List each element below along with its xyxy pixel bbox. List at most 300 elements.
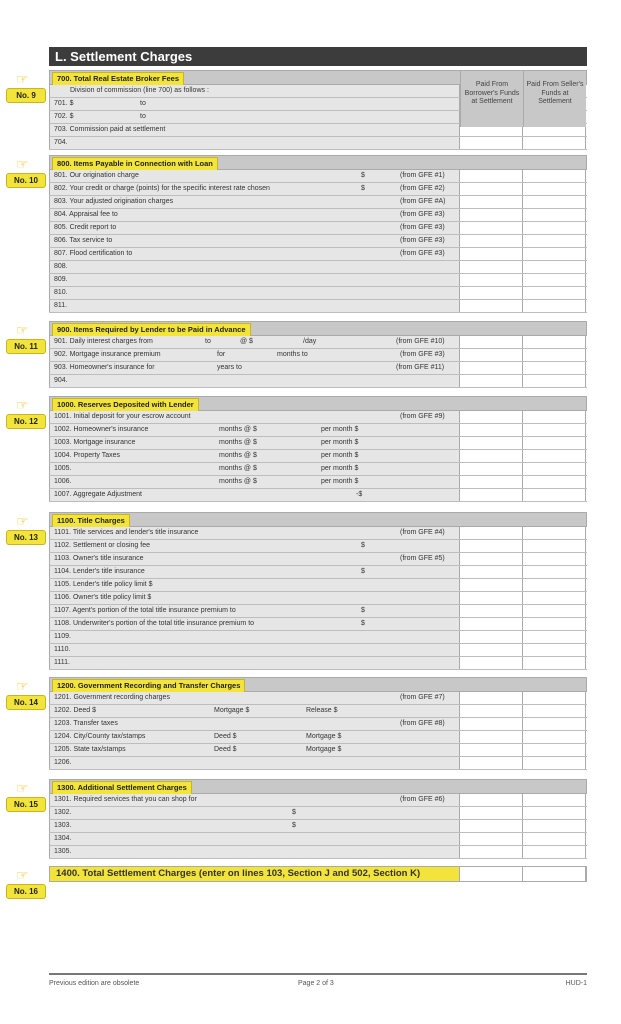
row-description — [49, 592, 460, 604]
seller-cell[interactable] — [523, 644, 586, 656]
row-description — [49, 287, 460, 299]
seller-cell[interactable] — [523, 300, 586, 312]
borrower-cell[interactable] — [460, 540, 523, 552]
table-row — [49, 605, 587, 618]
table-row — [49, 807, 587, 820]
row-text: (from GFE #8) — [400, 720, 445, 727]
seller-cell[interactable] — [523, 248, 586, 260]
borrower-cell[interactable] — [460, 349, 523, 361]
row-text: per month $ — [321, 465, 359, 472]
row-description — [49, 300, 460, 312]
row-description — [49, 411, 460, 423]
row-description — [49, 183, 460, 195]
step-badge: No. 10 — [6, 173, 46, 188]
row-text: (from GFE #2) — [400, 185, 445, 192]
table-row — [49, 718, 587, 731]
row-text: 1304. — [54, 835, 72, 842]
row-text: per month $ — [321, 439, 359, 446]
borrower-cell[interactable] — [460, 794, 523, 806]
row-text: per month $ — [321, 426, 359, 433]
row-text: months @ $ — [219, 452, 257, 459]
seller-cell[interactable] — [523, 605, 586, 617]
seller-cell[interactable] — [523, 336, 586, 348]
seller-cell[interactable] — [523, 170, 586, 182]
borrower-cell[interactable] — [460, 137, 523, 149]
seller-cell[interactable] — [523, 718, 586, 730]
borrower-cell[interactable] — [460, 833, 523, 845]
borrower-cell[interactable] — [460, 579, 523, 591]
seller-cell[interactable] — [523, 618, 586, 630]
row-description — [49, 757, 460, 769]
row-text: 903. Homeowner's insurance for — [54, 364, 155, 371]
table-row — [49, 731, 587, 744]
hand-pointing-icon: ☞ — [16, 397, 29, 413]
row-text: $ — [361, 542, 365, 549]
row-text: 808. — [54, 263, 68, 270]
table-row — [49, 248, 587, 261]
borrower-cell[interactable] — [460, 846, 523, 858]
section-header — [49, 321, 587, 336]
borrower-cell[interactable] — [460, 731, 523, 743]
row-text: 1106. Owner's title policy limit $ — [54, 594, 152, 601]
seller-cell[interactable] — [523, 833, 586, 845]
column-header: Paid From Borrower's Funds at Settlement — [460, 71, 523, 127]
row-text: 807. Flood certification to — [54, 250, 133, 257]
borrower-cell[interactable] — [460, 553, 523, 565]
row-description — [49, 692, 460, 704]
step-badge: No. 11 — [6, 339, 46, 354]
row-text: 809. — [54, 276, 68, 283]
row-description — [49, 794, 460, 806]
hand-pointing-icon: ☞ — [16, 322, 29, 338]
row-description — [49, 657, 460, 669]
row-description — [49, 820, 460, 832]
table-row — [49, 566, 587, 579]
row-description — [49, 336, 460, 348]
row-description — [49, 261, 460, 273]
seller-cell[interactable] — [523, 450, 586, 462]
section-header-label: 900. Items Required by Lender to be Paid in Advance — [52, 323, 251, 337]
row-description — [49, 605, 460, 617]
seller-cell[interactable] — [523, 820, 586, 832]
row-text: months @ $ — [219, 439, 257, 446]
row-text: 805. Credit report to — [54, 224, 117, 231]
section-1200 — [49, 677, 587, 770]
row-text: (from GFE #6) — [400, 796, 445, 803]
seller-cell[interactable] — [523, 261, 586, 273]
section-1100 — [49, 512, 587, 670]
borrower-cell[interactable] — [460, 605, 523, 617]
row-text: Mortgage $ — [214, 707, 250, 714]
row-text: $ — [292, 822, 296, 829]
row-text: 702. $ — [54, 113, 74, 120]
table-row — [49, 287, 587, 300]
row-text: 1110. — [54, 646, 71, 653]
seller-cell[interactable] — [523, 553, 586, 565]
borrower-cell[interactable] — [460, 820, 523, 832]
row-description — [49, 349, 460, 361]
row-text: (from GFE #3) — [400, 224, 445, 231]
row-text: 806. Tax service to — [54, 237, 113, 244]
step-badge: No. 9 — [6, 88, 46, 103]
seller-cell[interactable] — [523, 274, 586, 286]
row-text: 1201. Government recording charges — [54, 694, 170, 701]
hand-pointing-icon: ☞ — [16, 71, 29, 87]
row-text: 1003. Mortgage insurance — [54, 439, 136, 446]
section-header-label: 1300. Additional Settlement Charges — [52, 781, 192, 795]
seller-cell[interactable] — [523, 463, 586, 475]
row-text: for — [217, 351, 226, 358]
row-text: 904. — [54, 377, 68, 384]
borrower-cell[interactable] — [460, 867, 523, 881]
row-description — [49, 424, 460, 436]
borrower-cell[interactable] — [460, 196, 523, 208]
seller-cell[interactable] — [523, 657, 586, 669]
row-description — [49, 846, 460, 858]
borrower-cell[interactable] — [460, 527, 523, 539]
table-row — [49, 170, 587, 183]
table-row — [49, 336, 587, 349]
row-text: (from GFE #7) — [400, 694, 445, 701]
footer-center: Page 2 of 3 — [298, 980, 334, 987]
row-description — [49, 705, 460, 717]
row-description — [49, 744, 460, 756]
borrower-cell[interactable] — [460, 592, 523, 604]
row-description — [49, 85, 460, 97]
row-text: (from GFE #5) — [400, 555, 445, 562]
row-text: $ — [361, 568, 365, 575]
row-text: (from GFE #9) — [400, 413, 445, 420]
seller-cell[interactable] — [523, 476, 586, 488]
table-row — [49, 579, 587, 592]
borrower-cell[interactable] — [460, 336, 523, 348]
seller-cell[interactable] — [523, 209, 586, 221]
seller-cell[interactable] — [523, 349, 586, 361]
row-text: months @ $ — [219, 426, 257, 433]
step-badge: No. 15 — [6, 797, 46, 812]
row-text: 1303. — [54, 822, 72, 829]
row-text: 1105. Lender's title policy limit $ — [54, 581, 153, 588]
row-text: 1302. — [54, 809, 72, 816]
table-row — [49, 489, 587, 502]
row-description — [49, 489, 460, 501]
borrower-cell[interactable] — [460, 657, 523, 669]
table-row — [49, 833, 587, 846]
row-text: years to — [217, 364, 242, 371]
row-description — [49, 476, 460, 488]
row-text: 1107. Agent's portion of the total title insurance premium to — [54, 607, 236, 614]
table-row — [49, 450, 587, 463]
table-row — [49, 705, 587, 718]
seller-cell[interactable] — [523, 807, 586, 819]
row-text: (from GFE #A) — [400, 198, 446, 205]
table-row — [49, 618, 587, 631]
table-row — [49, 183, 587, 196]
borrower-cell[interactable] — [460, 437, 523, 449]
row-text: (from GFE #3) — [400, 250, 445, 257]
section-header — [49, 512, 587, 527]
seller-cell[interactable] — [523, 362, 586, 374]
row-description — [49, 375, 460, 387]
row-text: Mortgage $ — [306, 746, 342, 753]
row-description — [49, 124, 460, 136]
row-description — [49, 170, 460, 182]
table-row — [49, 424, 587, 437]
row-description — [49, 463, 460, 475]
seller-cell[interactable] — [523, 411, 586, 423]
row-text: $ — [361, 172, 365, 179]
table-row — [49, 692, 587, 705]
seller-cell[interactable] — [523, 137, 586, 149]
section-header-label: 1100. Title Charges — [52, 514, 130, 528]
table-row — [49, 476, 587, 489]
row-description — [49, 248, 460, 260]
row-text: Mortgage $ — [306, 733, 342, 740]
row-text: 810. — [54, 289, 68, 296]
borrower-cell[interactable] — [460, 375, 523, 387]
borrower-cell[interactable] — [460, 209, 523, 221]
section-header — [49, 396, 587, 411]
row-description — [49, 833, 460, 845]
borrower-cell[interactable] — [460, 692, 523, 704]
step-badge: No. 16 — [6, 884, 46, 899]
borrower-cell[interactable] — [460, 248, 523, 260]
seller-cell[interactable] — [523, 527, 586, 539]
seller-cell[interactable] — [523, 375, 586, 387]
table-row — [49, 540, 587, 553]
row-description — [49, 579, 460, 591]
seller-cell[interactable] — [523, 566, 586, 578]
borrower-cell[interactable] — [460, 644, 523, 656]
row-text: 703. Commission paid at settlement — [54, 126, 166, 133]
row-text: (from GFE #3) — [400, 351, 445, 358]
row-text: 1001. Initial deposit for your escrow account — [54, 413, 191, 420]
row-text: /day — [303, 338, 317, 345]
footer-right: HUD-1 — [565, 980, 587, 987]
section-1300 — [49, 779, 587, 859]
seller-cell[interactable] — [523, 424, 586, 436]
borrower-cell[interactable] — [460, 411, 523, 423]
row-text: 1005. — [54, 465, 72, 472]
table-row — [49, 300, 587, 313]
row-text: 1203. Transfer taxes — [54, 720, 118, 727]
seller-cell[interactable] — [523, 196, 586, 208]
seller-cell[interactable] — [523, 744, 586, 756]
row-text: -$ — [356, 491, 363, 498]
row-text: 803. Your adjusted origination charges — [54, 198, 174, 205]
table-row — [49, 375, 587, 388]
row-text: (from GFE #4) — [400, 529, 445, 536]
hand-pointing-icon: ☞ — [16, 867, 29, 883]
table-row — [49, 846, 587, 859]
borrower-cell[interactable] — [460, 170, 523, 182]
row-text: per month $ — [321, 452, 359, 459]
row-description — [49, 274, 460, 286]
row-text: 701. $ — [54, 100, 74, 107]
borrower-cell[interactable] — [460, 744, 523, 756]
borrower-cell[interactable] — [460, 807, 523, 819]
row-text: 1002. Homeowner's insurance — [54, 426, 149, 433]
row-text: 901. Daily interest charges from — [54, 338, 153, 345]
row-description — [49, 540, 460, 552]
row-text: 1004. Property Taxes — [54, 452, 121, 459]
seller-cell[interactable] — [523, 692, 586, 704]
row-description — [49, 362, 460, 374]
row-description — [49, 196, 460, 208]
borrower-cell[interactable] — [460, 222, 523, 234]
section-1000 — [49, 396, 587, 502]
row-text: @ $ — [240, 338, 253, 345]
row-description — [49, 222, 460, 234]
seller-cell[interactable] — [523, 489, 586, 501]
row-text: 811. — [54, 302, 68, 309]
borrower-cell[interactable] — [460, 261, 523, 273]
row-text: months @ $ — [219, 478, 257, 485]
seller-cell[interactable] — [523, 867, 586, 881]
row-description — [49, 631, 460, 643]
row-text: 1202. Deed $ — [54, 707, 97, 714]
row-description — [49, 644, 460, 656]
row-text: per month $ — [321, 478, 359, 485]
borrower-cell[interactable] — [460, 300, 523, 312]
seller-cell[interactable] — [523, 705, 586, 717]
borrower-cell[interactable] — [460, 618, 523, 630]
section-800 — [49, 155, 587, 313]
seller-cell[interactable] — [523, 731, 586, 743]
row-text: months @ $ — [219, 465, 257, 472]
row-text: 902. Mortgage insurance premium — [54, 351, 161, 358]
row-text: $ — [361, 185, 365, 192]
table-row — [49, 794, 587, 807]
seller-cell[interactable] — [523, 287, 586, 299]
table-row — [49, 196, 587, 209]
borrower-cell[interactable] — [460, 362, 523, 374]
table-row — [49, 657, 587, 670]
section-700 — [49, 70, 587, 150]
row-text: (from GFE #3) — [400, 237, 445, 244]
row-text: (from GFE #10) — [396, 338, 445, 345]
row-description — [49, 527, 460, 539]
row-text: Deed $ — [214, 733, 237, 740]
borrower-cell[interactable] — [460, 274, 523, 286]
borrower-cell[interactable] — [460, 705, 523, 717]
borrower-cell[interactable] — [460, 287, 523, 299]
row-text: $ — [361, 607, 365, 614]
table-row — [49, 274, 587, 287]
borrower-cell[interactable] — [460, 718, 523, 730]
row-text: 1108. Underwriter's portion of the total title insurance premium to — [54, 620, 255, 627]
table-row — [49, 757, 587, 770]
section-title: L. Settlement Charges — [49, 47, 587, 66]
row-text: months to — [277, 351, 308, 358]
row-text: 1104. Lender's title insurance — [54, 568, 145, 575]
borrower-cell[interactable] — [460, 631, 523, 643]
seller-cell[interactable] — [523, 540, 586, 552]
row-text: $ — [292, 809, 296, 816]
table-row — [49, 527, 587, 540]
table-row — [49, 261, 587, 274]
row-description — [49, 807, 460, 819]
row-description — [49, 618, 460, 630]
seller-cell[interactable] — [523, 631, 586, 643]
row-description — [49, 111, 460, 123]
section-header-label: 800. Items Payable in Connection with Loan — [52, 157, 218, 171]
section-header — [49, 779, 587, 794]
table-row — [49, 411, 587, 424]
table-row — [49, 463, 587, 476]
table-row — [49, 137, 587, 150]
row-text: to — [140, 113, 146, 120]
row-text: 1101. Title services and lender's title insurance — [54, 529, 199, 536]
row-text: 1305. — [54, 848, 72, 855]
seller-cell[interactable] — [523, 757, 586, 769]
row-description — [49, 731, 460, 743]
borrower-cell[interactable] — [460, 424, 523, 436]
row-text: 1007. Aggregate Adjustment — [54, 491, 142, 498]
borrower-cell[interactable] — [460, 463, 523, 475]
row-text: 1301. Required services that you can shop for — [54, 796, 197, 803]
total-settlement-row — [49, 866, 587, 882]
total-label: 1400. Total Settlement Charges (enter on lines 103, Section J and 502, Section K) — [50, 867, 460, 881]
column-header: Paid From Seller's Funds at Settlement — [523, 71, 586, 127]
table-row — [49, 592, 587, 605]
table-row — [49, 235, 587, 248]
table-row — [49, 209, 587, 222]
row-text: 1103. Owner's title insurance — [54, 555, 144, 562]
borrower-cell[interactable] — [460, 183, 523, 195]
table-row — [49, 222, 587, 235]
seller-cell[interactable] — [523, 794, 586, 806]
seller-cell[interactable] — [523, 579, 586, 591]
table-row — [49, 553, 587, 566]
row-description — [49, 235, 460, 247]
seller-cell[interactable] — [523, 846, 586, 858]
row-text: 1006. — [54, 478, 72, 485]
seller-cell[interactable] — [523, 183, 586, 195]
row-text: 802. Your credit or charge (points) for the specific interest rate chosen — [54, 185, 270, 192]
row-description — [49, 553, 460, 565]
table-row — [49, 362, 587, 375]
row-description — [49, 437, 460, 449]
row-text: to — [140, 100, 146, 107]
borrower-cell[interactable] — [460, 450, 523, 462]
seller-cell[interactable] — [523, 222, 586, 234]
borrower-cell[interactable] — [460, 757, 523, 769]
hand-pointing-icon: ☞ — [16, 780, 29, 796]
row-text: 1206. — [54, 759, 72, 766]
row-text: Deed $ — [214, 746, 237, 753]
row-description — [49, 137, 460, 149]
row-text: 1109. — [54, 633, 71, 640]
row-text: (from GFE #11) — [396, 364, 445, 371]
row-text: 1111. — [54, 659, 70, 666]
hand-pointing-icon: ☞ — [16, 678, 29, 694]
row-text: 1204. City/County tax/stamps — [54, 733, 146, 740]
seller-cell[interactable] — [523, 235, 586, 247]
row-description — [49, 566, 460, 578]
borrower-cell[interactable] — [460, 476, 523, 488]
borrower-cell[interactable] — [460, 489, 523, 501]
step-badge: No. 12 — [6, 414, 46, 429]
footer-left: Previous edition are obsolete — [49, 980, 140, 987]
row-description — [49, 98, 460, 110]
borrower-cell[interactable] — [460, 235, 523, 247]
seller-cell[interactable] — [523, 592, 586, 604]
table-row — [49, 744, 587, 757]
row-text: 1102. Settlement or closing fee — [54, 542, 150, 549]
seller-cell[interactable] — [523, 437, 586, 449]
borrower-cell[interactable] — [460, 566, 523, 578]
